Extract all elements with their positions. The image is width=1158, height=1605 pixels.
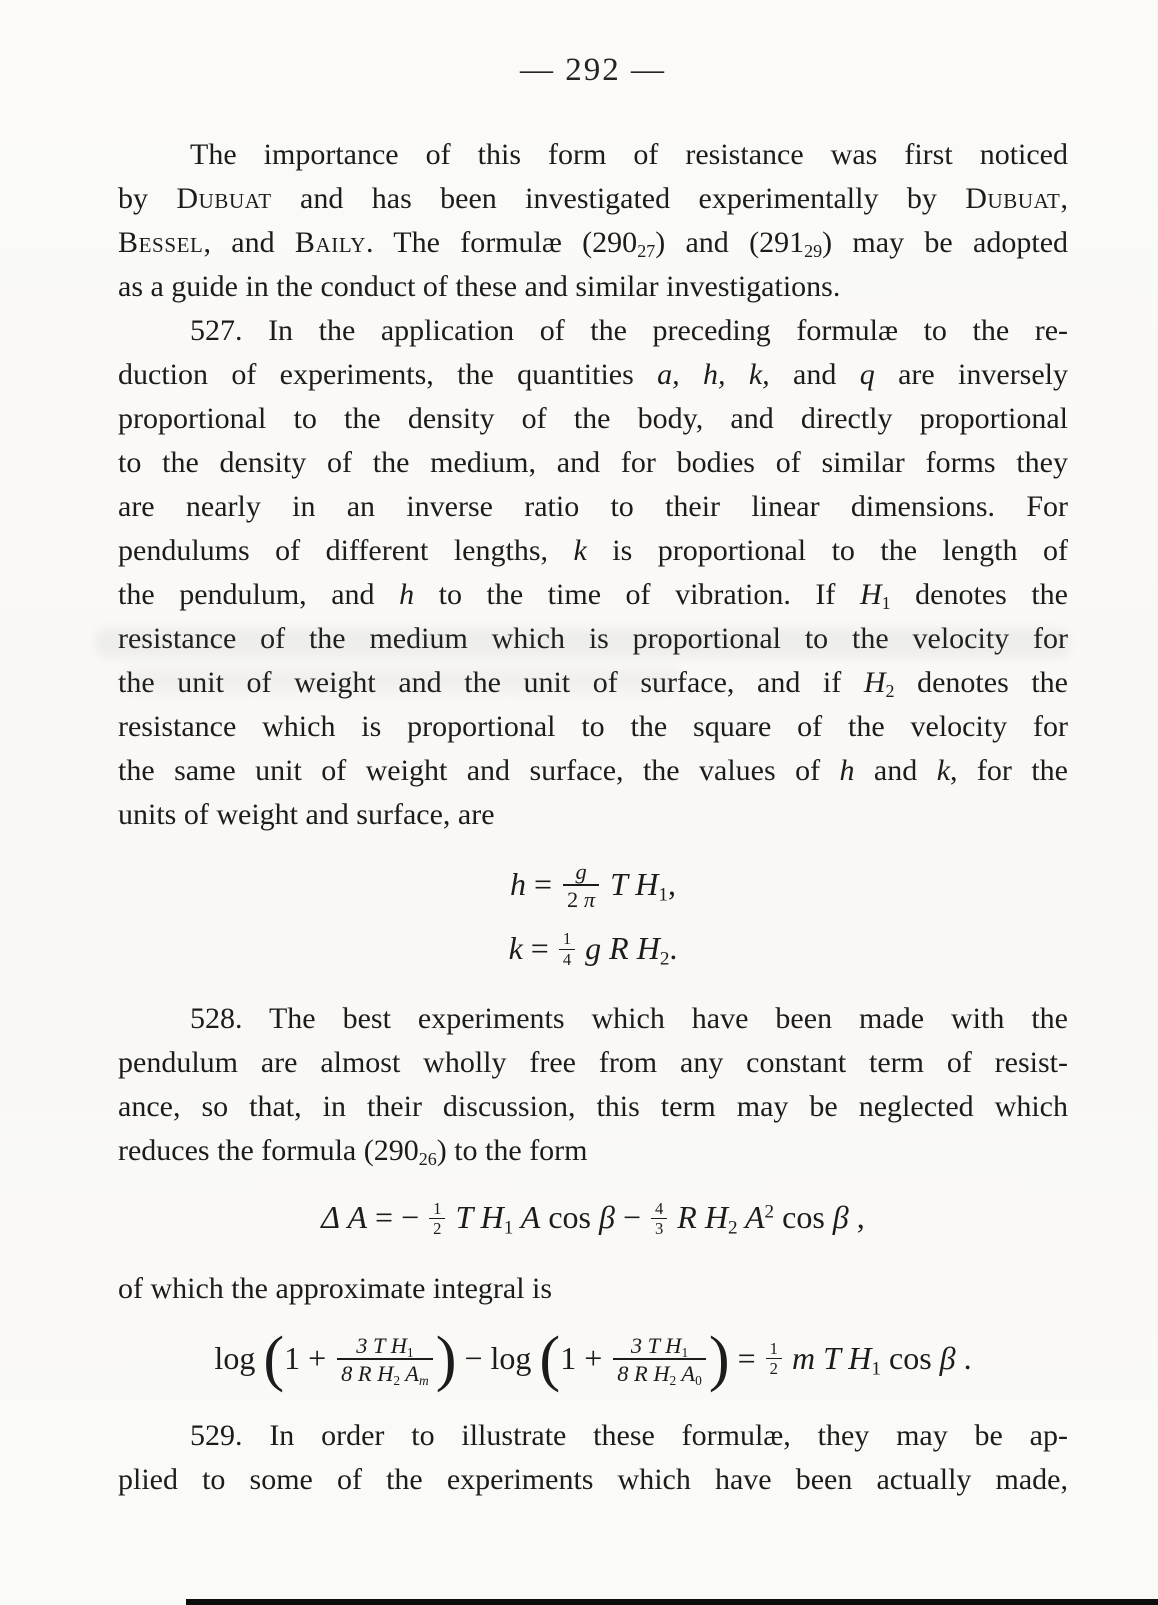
text-segment: = (522, 930, 557, 967)
text-segment: , (1060, 182, 1068, 215)
text-segment: . (955, 1339, 972, 1376)
text-line (118, 1267, 1068, 1311)
text-segment: 8 R H (341, 1360, 394, 1386)
text-line (118, 749, 1068, 793)
fraction-denominator (429, 1218, 445, 1239)
equation-line: log (1 + $\frac{3 T H_1}{8 R H_2 A_m}$ ) − log (1 + $\frac{3 T H_1}{8 R H_2 A_0}$ ) = $\frac{1}{2}$ m T $H_1$ cos β . (214, 1324, 972, 1394)
text-segment: log (214, 1339, 264, 1376)
text-segment: ) and (291 (655, 226, 805, 259)
text-segment: = (526, 865, 561, 902)
text-segment: units of weight and surface, are (118, 798, 495, 831)
text-segment: are nearly in an inverse ratio to their linear dimensions. For (118, 490, 1068, 523)
text-segment: 2 (885, 681, 895, 702)
text-segment: A (676, 1360, 696, 1386)
paragraph (118, 1267, 1068, 1311)
text-line (118, 1085, 1068, 1129)
page-number-header: — 292 — (520, 52, 666, 88)
equation (118, 861, 1068, 971)
text-line (118, 485, 1068, 529)
text-segment: g (575, 859, 587, 884)
text-segment: − log (456, 1339, 540, 1376)
text-segment: A (513, 1199, 541, 1236)
fraction-denominator (651, 1218, 667, 1239)
text-segment: the pendulum, and (118, 578, 400, 611)
text-segment: h (399, 578, 415, 611)
text-segment: ) may be adopted (822, 226, 1069, 259)
text-segment: 3 (654, 1219, 664, 1239)
fraction (651, 1200, 667, 1239)
text-segment: β (599, 1199, 615, 1236)
text-segment: 529. In order to illustrate these formulæ, they may be ap- (190, 1418, 1068, 1452)
text-segment: Dubuat (176, 182, 272, 215)
text-segment: 1 (433, 1198, 442, 1218)
fraction-numerator (651, 1200, 667, 1219)
text-segment: The importance of this form of resistance was first noticed (190, 138, 1068, 171)
text-segment: − (614, 1199, 649, 1236)
text-line (118, 573, 1068, 617)
equation (118, 1197, 1068, 1240)
text-segment: 1 (658, 884, 668, 906)
text-segment: 3 T H (630, 1332, 682, 1358)
text-segment: 2 (567, 887, 584, 913)
text-segment: , and (203, 226, 295, 259)
text-segment: denotes the (894, 666, 1068, 699)
text-segment: 1 (769, 1338, 778, 1358)
paragraph (118, 997, 1068, 1173)
text-segment: to the time of vibration. If (414, 578, 860, 611)
text-segment: H (859, 578, 882, 611)
text-segment: 2 (769, 1359, 778, 1379)
text-segment: cos (774, 1199, 833, 1236)
text-segment: 2 (659, 948, 670, 970)
text-segment: pendulums of different lengths, (118, 534, 574, 567)
text-segment: and (854, 754, 937, 787)
fraction (337, 1333, 433, 1386)
text-segment: 26 (418, 1149, 437, 1170)
scan-smudge (120, 668, 680, 694)
text-segment: a, h, k, (657, 358, 770, 391)
fraction-numerator (429, 1200, 445, 1219)
fraction (563, 859, 599, 912)
text-segment: g R H (577, 930, 660, 967)
text-segment: π (583, 887, 596, 913)
text-line (118, 1041, 1068, 1085)
text-segment: 8 R H (617, 1360, 670, 1386)
text-segment: 4 (562, 949, 572, 969)
text-segment: ) to the form (436, 1134, 588, 1168)
text-segment: 29 (804, 241, 823, 262)
text-segment: Δ A (321, 1199, 368, 1236)
text-segment: 528. The best experiments which have been made with the (190, 1002, 1068, 1036)
text-segment: T H (602, 865, 659, 902)
paragraph (118, 1414, 1068, 1502)
text-segment: pendulum are almost wholly free from any constant term of resist- (118, 1046, 1068, 1080)
text-segment: 27 (637, 241, 656, 262)
text-segment: and has been investigated experimentally by (271, 182, 966, 215)
text-segment: the unit of weight and the unit of surface, and if (118, 666, 864, 699)
text-segment: Baily (294, 226, 366, 259)
text-line (118, 353, 1068, 397)
text-segment: , for the (950, 754, 1068, 787)
text-segment: A (737, 1199, 765, 1236)
fraction-numerator (559, 930, 575, 949)
text-segment: 1 (871, 1358, 881, 1380)
text-line (118, 133, 1068, 177)
text-line (118, 397, 1068, 441)
text-segment: m (418, 1372, 429, 1388)
fraction-numerator (627, 1333, 692, 1358)
text-segment: reduces the formula (290 (118, 1134, 419, 1168)
text-segment: 2 (764, 1201, 775, 1223)
fraction-denominator (559, 949, 575, 970)
scan-edge-artifact (186, 1599, 1158, 1605)
text-line (118, 793, 1068, 837)
text-segment: cos (880, 1339, 940, 1376)
text-segment: ance, so that, in their discussion, this term may be neglected which (118, 1090, 1068, 1124)
fraction-numerator (571, 859, 590, 884)
text-segment: β (939, 1339, 956, 1376)
document-body (118, 133, 1068, 1502)
text-segment: , (848, 1199, 865, 1236)
paragraph (118, 309, 1068, 837)
text-segment: k (936, 754, 951, 787)
text-segment: = (729, 1339, 764, 1376)
text-segment: 2 (727, 1217, 738, 1239)
text-line (118, 1129, 1068, 1173)
text-segment: Dubuat (965, 182, 1061, 215)
equation (118, 1324, 1068, 1394)
text-segment: plied to some of the experiments which have been actually made, (118, 1462, 1068, 1496)
text-segment: to the density of the medium, and for bodies of similar forms they (118, 446, 1068, 479)
text-segment: m T H (783, 1339, 872, 1376)
equation-line (118, 861, 1068, 914)
text-segment: 1 + (284, 1339, 335, 1376)
text-segment: β (832, 1199, 849, 1236)
text-segment: . The formulæ (290 (365, 226, 638, 259)
text-line (118, 221, 1068, 265)
paragraph (118, 133, 1068, 309)
text-segment: 527. In the application of the preceding formulæ to the re- (190, 314, 1068, 347)
fraction (429, 1200, 445, 1239)
text-line (118, 1458, 1068, 1502)
text-line (118, 529, 1068, 573)
fraction-numerator (352, 1333, 417, 1358)
text-line (118, 177, 1068, 221)
text-segment: cos (540, 1199, 599, 1236)
fraction (559, 930, 575, 969)
text-segment: h (839, 754, 855, 787)
text-segment: , (667, 865, 676, 902)
text-segment: 0 (695, 1372, 702, 1388)
fraction-denominator (766, 1358, 782, 1379)
text-segment: of which the approximate integral is (118, 1271, 553, 1305)
text-segment: Bessel (118, 226, 204, 259)
text-line (118, 1414, 1068, 1458)
text-line (118, 441, 1068, 485)
text-segment: h (510, 865, 526, 902)
text-segment: A (400, 1360, 419, 1386)
fraction-denominator (337, 1358, 433, 1386)
text-line (118, 265, 1068, 309)
text-segment: resistance which is proportional to the square of the velocity for (118, 710, 1068, 743)
text-segment: 1 (681, 1344, 689, 1360)
text-segment: . (669, 930, 678, 967)
fraction-denominator (613, 1358, 706, 1386)
text-segment: resistance of the medium which is proportional to the velocity for (118, 622, 1068, 655)
text-segment: is proportional to the length of (586, 534, 1068, 567)
fraction (613, 1333, 706, 1386)
text-line (118, 997, 1068, 1041)
text-segment: denotes the (890, 578, 1068, 611)
text-segment: k (508, 930, 523, 967)
text-segment: k (573, 534, 587, 567)
text-segment: and (769, 358, 860, 391)
scan-smudge (95, 628, 1070, 658)
equation-line (118, 1197, 1068, 1240)
text-segment: by (118, 182, 177, 215)
text-line (118, 309, 1068, 353)
text-segment: 3 T H (356, 1332, 407, 1358)
text-segment: are inversely (874, 358, 1069, 391)
text-segment: q (859, 358, 875, 391)
text-segment: 1 (406, 1344, 414, 1360)
fraction (766, 1340, 782, 1379)
text-segment: R H (669, 1199, 728, 1236)
text-line (118, 705, 1068, 749)
text-segment: 1 (562, 929, 572, 949)
text-segment: as a guide in the conduct of these and similar investigations. (118, 270, 841, 303)
text-segment: H (863, 666, 886, 699)
text-segment: 1 (503, 1217, 514, 1239)
fraction-numerator (766, 1340, 782, 1359)
text-segment: T H (447, 1199, 504, 1236)
text-segment: 4 (654, 1198, 664, 1218)
equation-line (118, 928, 1068, 971)
text-segment: 2 (393, 1372, 401, 1388)
text-segment: proportional to the density of the body, and directly proportional (118, 402, 1068, 435)
fraction-denominator (563, 884, 599, 912)
text-segment: 2 (433, 1219, 442, 1239)
text-segment: 2 (669, 1372, 677, 1388)
text-segment: = − (367, 1199, 428, 1236)
text-segment: 1 + (560, 1339, 611, 1376)
text-segment: duction of experiments, the quantities (118, 358, 658, 391)
text-segment: 1 (881, 593, 891, 614)
text-segment: the same unit of weight and surface, the values of (118, 754, 840, 787)
